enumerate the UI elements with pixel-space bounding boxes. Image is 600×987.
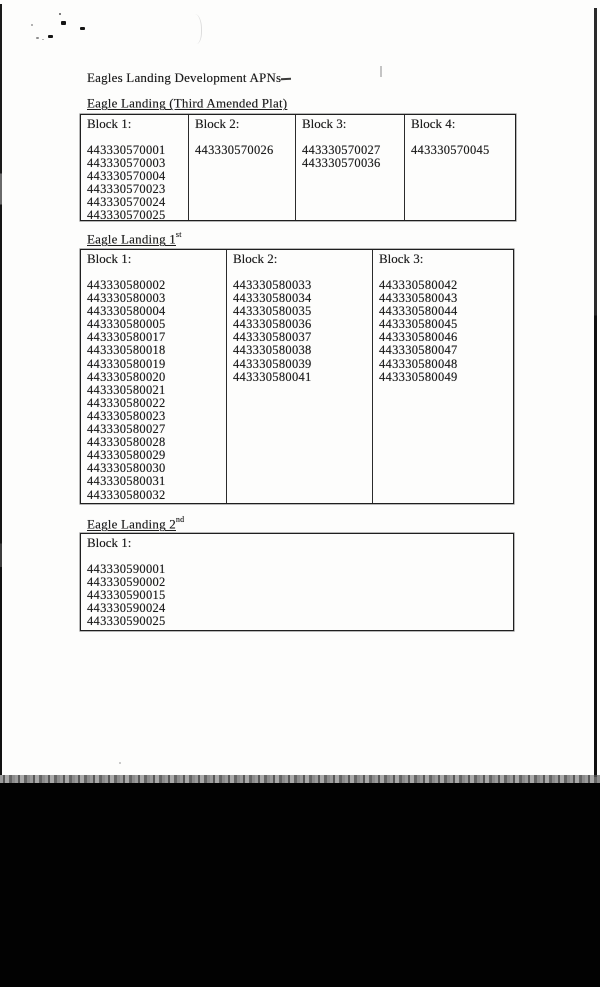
apn-number: 443330580019 (87, 356, 166, 371)
scan-artifact (119, 762, 121, 764)
apn-number: 443330570027 (302, 143, 381, 157)
page-title: Eagles Landing Development APNs (87, 70, 282, 85)
apn-number: 443330570023 (87, 182, 166, 197)
apn-number: 443330580028 (87, 435, 166, 450)
apn-number: 443330580005 (87, 317, 166, 332)
apn-number: 443330580043 (379, 291, 458, 306)
table-column (81, 115, 189, 220)
apn-number: 443330580044 (379, 304, 458, 319)
apn-number: 443330590024 (87, 601, 166, 616)
block-header: Block 1: (87, 116, 132, 131)
scan-artifact (61, 21, 66, 25)
apn-number: 443330580037 (233, 330, 312, 345)
apn-number: 443330580002 (87, 278, 166, 292)
scan-artifact (80, 27, 85, 30)
block-header: Block 3: (302, 116, 347, 131)
section-label-text: Eagle Landing 1 (87, 231, 176, 247)
apn-number: 443330580041 (233, 369, 312, 384)
block-header: Block 1: (87, 535, 132, 550)
apn-number: 443330580023 (87, 408, 166, 423)
apn-number: 443330580003 (87, 291, 166, 306)
section-label-superscript: nd (175, 515, 185, 524)
apn-number: 443330590015 (87, 588, 166, 603)
block-header: Block 2: (195, 116, 240, 131)
scan-artifact (188, 14, 202, 44)
apn-number: 443330590025 (87, 614, 166, 629)
apn-number: 443330570004 (87, 169, 166, 184)
section-label-superscript: st (175, 230, 182, 239)
table-column (81, 534, 513, 630)
apn-number: 443330580039 (233, 356, 312, 371)
apn-table-1 (80, 249, 514, 504)
scan-artifact (380, 66, 382, 77)
dash-mark (281, 78, 291, 81)
scan-artifact (59, 13, 61, 15)
section-label-eagle-landing-2nd (87, 516, 184, 532)
apn-number: 443330570036 (302, 156, 381, 171)
block-header: Block 2: (233, 251, 278, 266)
scan-artifact (31, 24, 33, 26)
apn-number: 443330580046 (379, 330, 458, 345)
apn-table-0 (80, 114, 516, 221)
apn-number: 443330580038 (233, 343, 312, 358)
section-label-eagle-landing-1st (87, 231, 182, 247)
apn-number: 443330570045 (411, 143, 490, 157)
table-column (296, 115, 405, 220)
apn-number: 443330570024 (87, 195, 166, 210)
section-label-third-amended-plat (87, 95, 287, 111)
apn-number: 443330580036 (233, 317, 312, 332)
scan-artifact (48, 35, 53, 38)
scan-artifact (36, 37, 39, 39)
scan-black-band (0, 783, 600, 987)
table-column (227, 250, 373, 503)
apn-number: 443330580033 (233, 278, 312, 292)
section-label-text: Eagle Landing 2 (87, 516, 176, 532)
apn-number: 443330580004 (87, 304, 166, 319)
apn-number: 443330580030 (87, 461, 166, 476)
apn-number: 443330580042 (379, 278, 458, 292)
apn-number: 443330580029 (87, 448, 166, 463)
apn-number: 443330580017 (87, 330, 166, 345)
block-header: Block 4: (411, 116, 456, 131)
apn-number: 443330570001 (87, 143, 166, 157)
apn-number: 443330570003 (87, 156, 166, 171)
table-column (189, 115, 296, 220)
block-header: Block 3: (379, 251, 424, 266)
apn-number: 443330590001 (87, 562, 166, 576)
scan-artifact (42, 39, 44, 40)
apn-number: 443330580027 (87, 422, 166, 437)
apn-number: 443330580034 (233, 291, 312, 306)
apn-number: 443330570025 (87, 208, 166, 220)
apn-number: 443330580049 (379, 369, 458, 384)
apn-number: 443330580045 (379, 317, 458, 332)
apn-number: 443330580032 (87, 487, 166, 502)
apn-table-2 (80, 533, 514, 631)
apn-number: 443330580020 (87, 369, 166, 384)
table-column (405, 115, 515, 220)
apn-number: 443330580047 (379, 343, 458, 358)
apn-number: 443330590002 (87, 575, 166, 590)
apn-number: 443330580035 (233, 304, 312, 319)
section-label-text: Eagle Landing (Third Amended Plat) (87, 95, 288, 111)
apn-number: 443330580021 (87, 382, 166, 397)
apn-number: 443330570026 (195, 143, 274, 157)
apn-number: 443330580031 (87, 474, 166, 489)
page-edge-right (594, 8, 597, 777)
apn-number: 443330580048 (379, 356, 458, 371)
page-edge-left (0, 4, 2, 775)
table-column (81, 250, 227, 503)
block-header: Block 1: (87, 251, 132, 266)
table-column (373, 250, 513, 503)
apn-number: 443330580018 (87, 343, 166, 358)
apn-number: 443330580022 (87, 395, 166, 410)
